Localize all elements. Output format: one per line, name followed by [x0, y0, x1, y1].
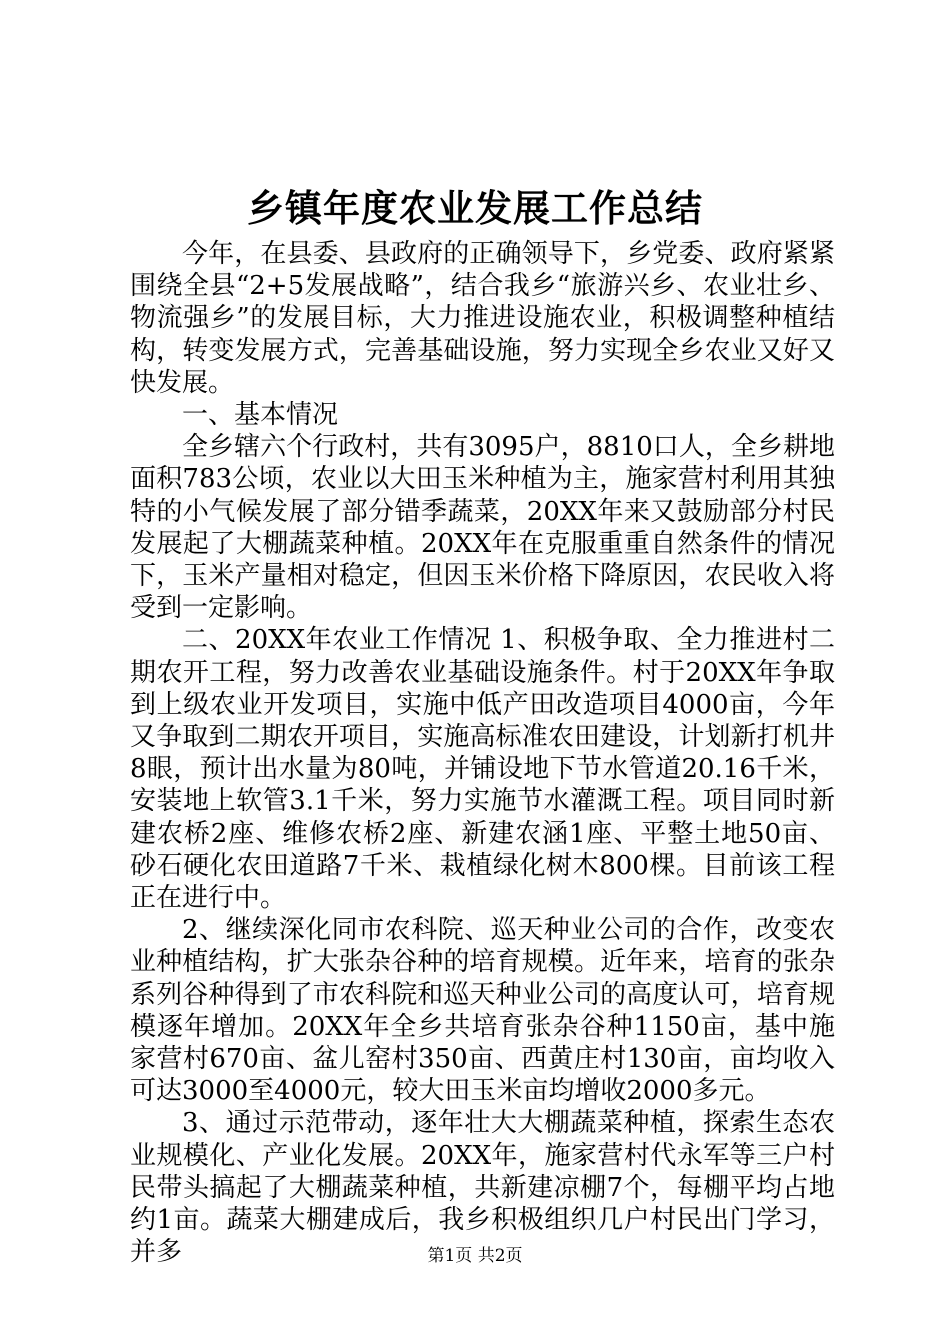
- paragraph-work-situation: 二、20XX年农业工作情况 1、积极争取、全力推进村二期农开工程，努力改善农业基础设施条件。村于20XX年争取到上级农业开发项目，实施中低产田改造项目4000亩，今年又争取到二期农开项目，实施高标准农田建设，计划新打机井8眼，预计出水量为80吨，并铺设地下节水管道20.16千米，安装地上软管3.1千米，努力实施节水灌溉工程。项目同时新建农桥2座、维修农桥2座、新建农涵1座、平整土地50亩、砂石硬化农田道路7千米、栽植绿化树木800棵。目前该工程正在进行中。: [130, 625, 835, 914]
- page-footer: 第1页 共2页: [427, 1246, 523, 1266]
- section-heading-basic-situation: 一、基本情况: [182, 400, 339, 431]
- paragraph-item-2: 2、继续深化同市农科院、巡天种业公司的合作，改变农业种植结构，扩大张杂谷种的培育规模。近年来，培育的张杂系列谷种得到了市农科院和巡天种业公司的高度认可，培育规模逐年增加。20XX年全乡共培育张杂谷种1150亩，基中施家营村670亩、盆儿窑村350亩、西黄庄村130亩，亩均收入可达3000至4000元，较大田玉米亩均增收2000多元。: [130, 915, 835, 1107]
- paragraph-basic-situation: 全乡辖六个行政村，共有3095户，8810口人，全乡耕地面积783公顷，农业以大田玉米种植为主，施家营村利用其独特的小气候发展了部分错季蔬菜，20XX年来又鼓励部分村民发展起了大棚蔬菜种植。20XX年在克服重重自然条件的情况下，玉米产量相对稳定，但因玉米价格下降原因，农民收入将受到一定影响。: [130, 432, 835, 624]
- document-body: [130, 238, 835, 1269]
- paragraph-intro: 今年，在县委、县政府的正确领导下，乡党委、政府紧紧围绕全县“2+5发展战略”，结合我乡“旅游兴乡、农业壮乡、物流强乡”的发展目标，大力推进设施农业，积极调整种植结构，转变发展方式，完善基础设施，努力实现全乡农业又好又快发展。: [130, 239, 835, 398]
- document-title: 乡镇年度农业发展工作总结: [247, 186, 703, 230]
- paragraph-item-3: 3、通过示范带动，逐年壮大大棚蔬菜种植，探索生态农业规模化、产业化发展。20XX年，施家营村代永军等三户村民带头搞起了大棚蔬菜种植，共新建凉棚7个，每棚平均占地约1亩。蔬菜大棚建成后，我乡积极组织几户村民出门学习，并多: [130, 1108, 835, 1268]
